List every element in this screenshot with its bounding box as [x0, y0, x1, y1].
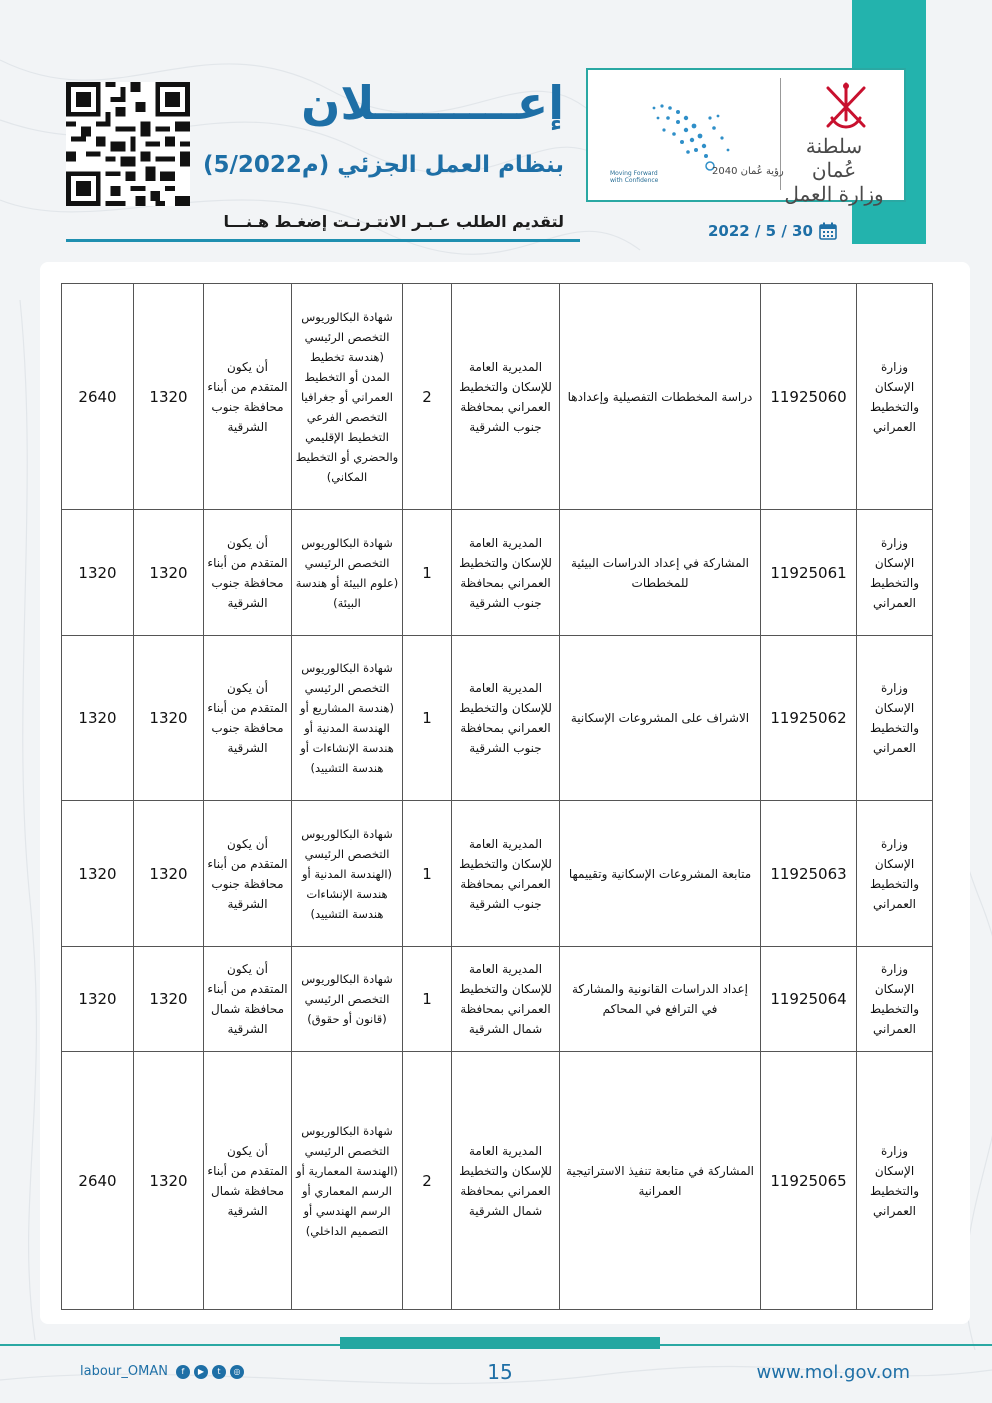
ministry-logo-box [586, 68, 906, 206]
salary-cell: 1320 [134, 284, 204, 510]
job-title-cell: دراسة المخططات التفصيلية وإعدادها [560, 284, 761, 510]
table-row [62, 801, 933, 947]
job-code-cell: 11925063 [761, 801, 857, 947]
announcement-date [708, 220, 837, 242]
qualification-cell: شهادة البكالوريوس التخصص الرئيسي (علوم البيئة أو هندسة البيئة) [292, 510, 403, 636]
qualification-cell: شهادة البكالوريوس التخصص الرئيسي (هندسة تخطيط المدن أو التخطيط العمراني أو جغرافيا التخصص الفرعي التخطيط الإقليمي والحضري أو التخطيط المكاني) [292, 284, 403, 510]
apply-link-underline [66, 239, 580, 242]
count-cell: 1 [403, 636, 452, 801]
vision-tagline: Moving Forward with Confidence [610, 170, 659, 184]
job-code-cell: 11925060 [761, 284, 857, 510]
job-title-cell: إعداد الدراسات القانونية والمشاركة في الترافع في المحاكم [560, 947, 761, 1052]
directorate-cell: المديرية العامة للإسكان والتخطيط العمراني بمحافظة جنوب الشرقية [452, 801, 560, 947]
entity-cell: وزارة الإسكان والتخطيط العمراني [857, 284, 933, 510]
social-handle[interactable]: labour_OMAN [80, 1364, 168, 1379]
job-code-cell: 11925061 [761, 510, 857, 636]
facebook-icon[interactable]: f [176, 1365, 190, 1379]
youtube-icon[interactable]: ▶ [194, 1365, 208, 1379]
condition-cell: أن يكون المتقدم من أبناء محافظة جنوب الشرقية [204, 801, 292, 947]
job-code-cell: 11925062 [761, 636, 857, 801]
instagram-icon[interactable]: ◎ [230, 1365, 244, 1379]
total-cell: 1320 [62, 510, 134, 636]
job-title-cell: المشاركة في متابعة تنفيذ الاستراتيجية العمرانية [560, 1052, 761, 1310]
salary-cell: 1320 [134, 636, 204, 801]
count-cell: 1 [403, 801, 452, 947]
count-cell: 1 [403, 947, 452, 1052]
total-cell: 1320 [62, 636, 134, 801]
condition-cell: أن يكون المتقدم من أبناء محافظة جنوب الشرقية [204, 284, 292, 510]
website-link[interactable]: www.mol.gov.om [756, 1362, 910, 1383]
announcement-title: إعـــــــــلان [301, 76, 564, 130]
job-title-cell: الاشراف على المشروعات الإسكانية [560, 636, 761, 801]
date-text: 2022 / 5 / 30 [708, 222, 813, 240]
entity-cell: وزارة الإسكان والتخطيط العمراني [857, 1052, 933, 1310]
vision-2040-label: رؤية عُمان 2040 [712, 166, 784, 177]
condition-cell: أن يكون المتقدم من أبناء محافظة جنوب الشرقية [204, 636, 292, 801]
page-number: 15 [487, 1360, 513, 1384]
footer-accent-bar [340, 1337, 660, 1349]
directorate-cell: المديرية العامة للإسكان والتخطيط العمراني بمحافظة شمال الشرقية [452, 947, 560, 1052]
condition-cell: أن يكون المتقدم من أبناء محافظة شمال الشرقية [204, 947, 292, 1052]
table-row [62, 284, 933, 510]
condition-cell: أن يكون المتقدم من أبناء محافظة شمال الشرقية [204, 1052, 292, 1310]
qualification-cell: شهادة البكالوريوس التخصص الرئيسي (الهندسة المعمارية أو الرسم المعماري أو الرسم الهندسي أو التصميم الداخلي) [292, 1052, 403, 1310]
condition-cell: أن يكون المتقدم من أبناء محافظة جنوب الشرقية [204, 510, 292, 636]
total-cell: 2640 [62, 1052, 134, 1310]
job-title-cell: متابعة المشروعات الإسكانية وتقييمها [560, 801, 761, 947]
entity-cell: وزارة الإسكان والتخطيط العمراني [857, 947, 933, 1052]
social-links [80, 1364, 244, 1379]
count-cell: 2 [403, 284, 452, 510]
entity-cell: وزارة الإسكان والتخطيط العمراني [857, 510, 933, 636]
table-row [62, 1052, 933, 1310]
count-cell: 2 [403, 1052, 452, 1310]
jobs-table [61, 283, 933, 1310]
salary-cell: 1320 [134, 510, 204, 636]
total-cell: 1320 [62, 947, 134, 1052]
directorate-cell: المديرية العامة للإسكان والتخطيط العمراني بمحافظة شمال الشرقية [452, 1052, 560, 1310]
announcement-subtitle: بنظام العمل الجزئي (م5/2022) [202, 152, 564, 178]
salary-cell: 1320 [134, 1052, 204, 1310]
qr-code-icon[interactable] [66, 82, 190, 206]
twitter-icon[interactable]: t [212, 1365, 226, 1379]
ministry-name: وزارة العمل [784, 182, 884, 206]
total-cell: 1320 [62, 801, 134, 947]
table-row [62, 947, 933, 1052]
job-title-cell: المشاركة في إعداد الدراسات البيئية للمخططات [560, 510, 761, 636]
job-code-cell: 11925065 [761, 1052, 857, 1310]
salary-cell: 1320 [134, 947, 204, 1052]
directorate-cell: المديرية العامة للإسكان والتخطيط العمراني بمحافظة جنوب الشرقية [452, 510, 560, 636]
table-row [62, 510, 933, 636]
qualification-cell: شهادة البكالوريوس التخصص الرئيسي (هندسة المشاريع أو الهندسة المدنية أو هندسة الإنشاءات أو هندسة التشييد) [292, 636, 403, 801]
entity-cell: وزارة الإسكان والتخطيط العمراني [857, 801, 933, 947]
job-code-cell: 11925064 [761, 947, 857, 1052]
calendar-icon [819, 222, 837, 240]
qualification-cell: شهادة البكالوريوس التخصص الرئيسي (الهندسة المدنية أو هندسة الإنشاءات هندسة التشييد) [292, 801, 403, 947]
apply-online-link[interactable]: لتقديم الطلب عـبـر الانتـرنـت إضغـط هـنـــا [223, 212, 564, 231]
sultanate-name: سلطنة عُمان [805, 134, 863, 182]
directorate-cell: المديرية العامة للإسكان والتخطيط العمراني بمحافظة جنوب الشرقية [452, 284, 560, 510]
oman-emblem-icon [818, 80, 874, 134]
table-row [62, 636, 933, 801]
total-cell: 2640 [62, 284, 134, 510]
count-cell: 1 [403, 510, 452, 636]
qualification-cell: شهادة البكالوريوس التخصص الرئيسي (قانون أو حقوق) [292, 947, 403, 1052]
directorate-cell: المديرية العامة للإسكان والتخطيط العمراني بمحافظة جنوب الشرقية [452, 636, 560, 801]
entity-cell: وزارة الإسكان والتخطيط العمراني [857, 636, 933, 801]
salary-cell: 1320 [134, 801, 204, 947]
